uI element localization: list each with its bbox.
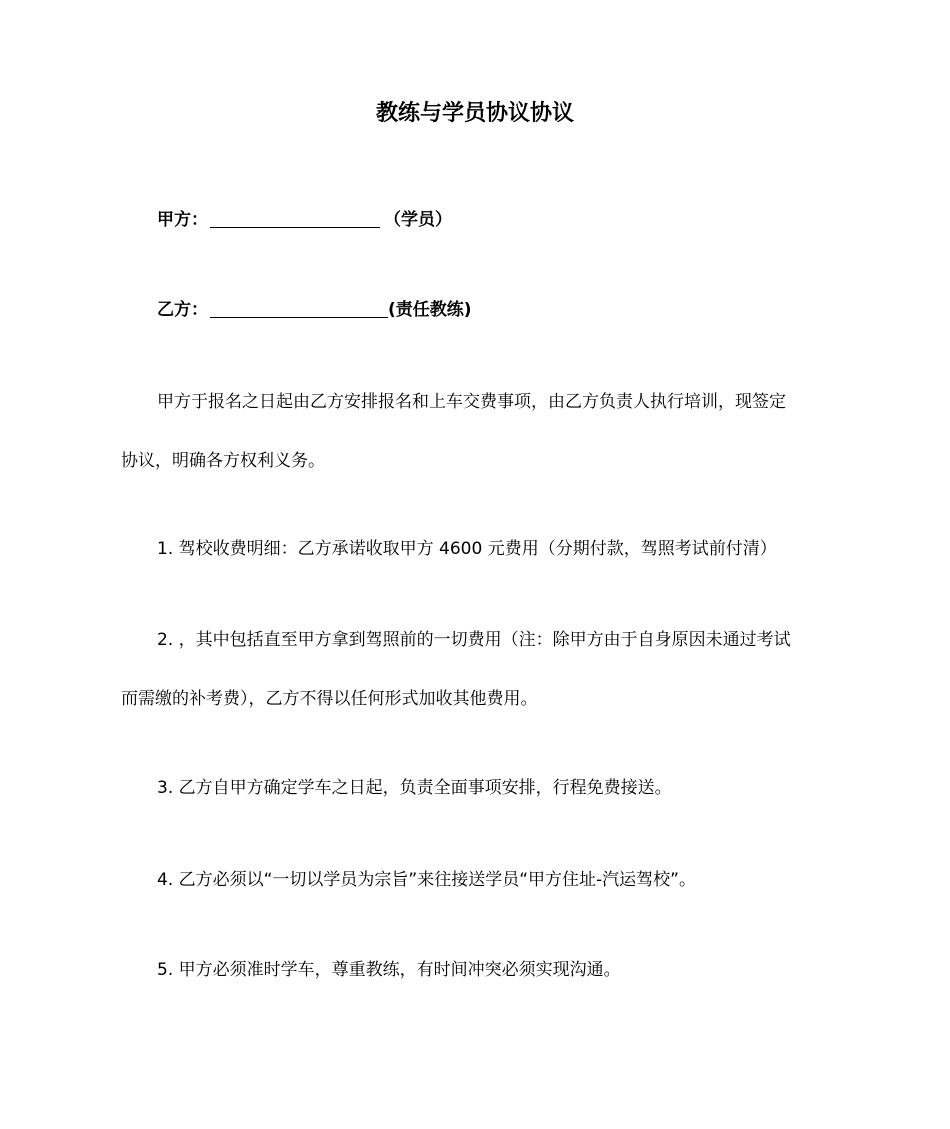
intro-line-1: 甲方于报名之日起由乙方安排报名和上车交费事项，由乙方负责人执行培训，现签定 bbox=[157, 392, 786, 412]
party-b-line bbox=[157, 297, 472, 323]
item-2-line-1: 2. ，其中包括直至甲方拿到驾照前的一切费用（注：除甲方由于自身原因未通过考试 bbox=[157, 630, 791, 650]
party-a-line bbox=[157, 207, 452, 233]
item-1-line-1: 1. 驾校收费明细：乙方承诺收取甲方 4600 元费用（分期付款，驾照考试前付清） bbox=[157, 539, 777, 559]
item-2-line-2: 而需缴的补考费），乙方不得以任何形式加收其他费用。 bbox=[121, 689, 538, 709]
intro-line-2: 协议，明确各方权利义务。 bbox=[121, 451, 325, 471]
item-4-line-1: 4. 乙方必须以“一切以学员为宗旨”来往接送学员“甲方住址-汽运驾校”。 bbox=[157, 870, 696, 890]
party-a-blank bbox=[210, 209, 380, 228]
party-a-suffix: （学员） bbox=[384, 210, 452, 230]
item-3-line-1: 3. 乙方自甲方确定学车之日起，负责全面事项安排，行程免费接送。 bbox=[157, 778, 672, 798]
document-title: 教练与学员协议协议 bbox=[375, 101, 574, 126]
party-b-blank bbox=[210, 299, 388, 318]
item-5-line-1: 5. 甲方必须准时学车，尊重教练，有时间冲突必须实现沟通。 bbox=[157, 960, 621, 980]
party-b-suffix: (责任教练) bbox=[388, 300, 472, 320]
party-b-label: 乙方： bbox=[157, 300, 208, 320]
party-a-label: 甲方： bbox=[157, 210, 208, 230]
